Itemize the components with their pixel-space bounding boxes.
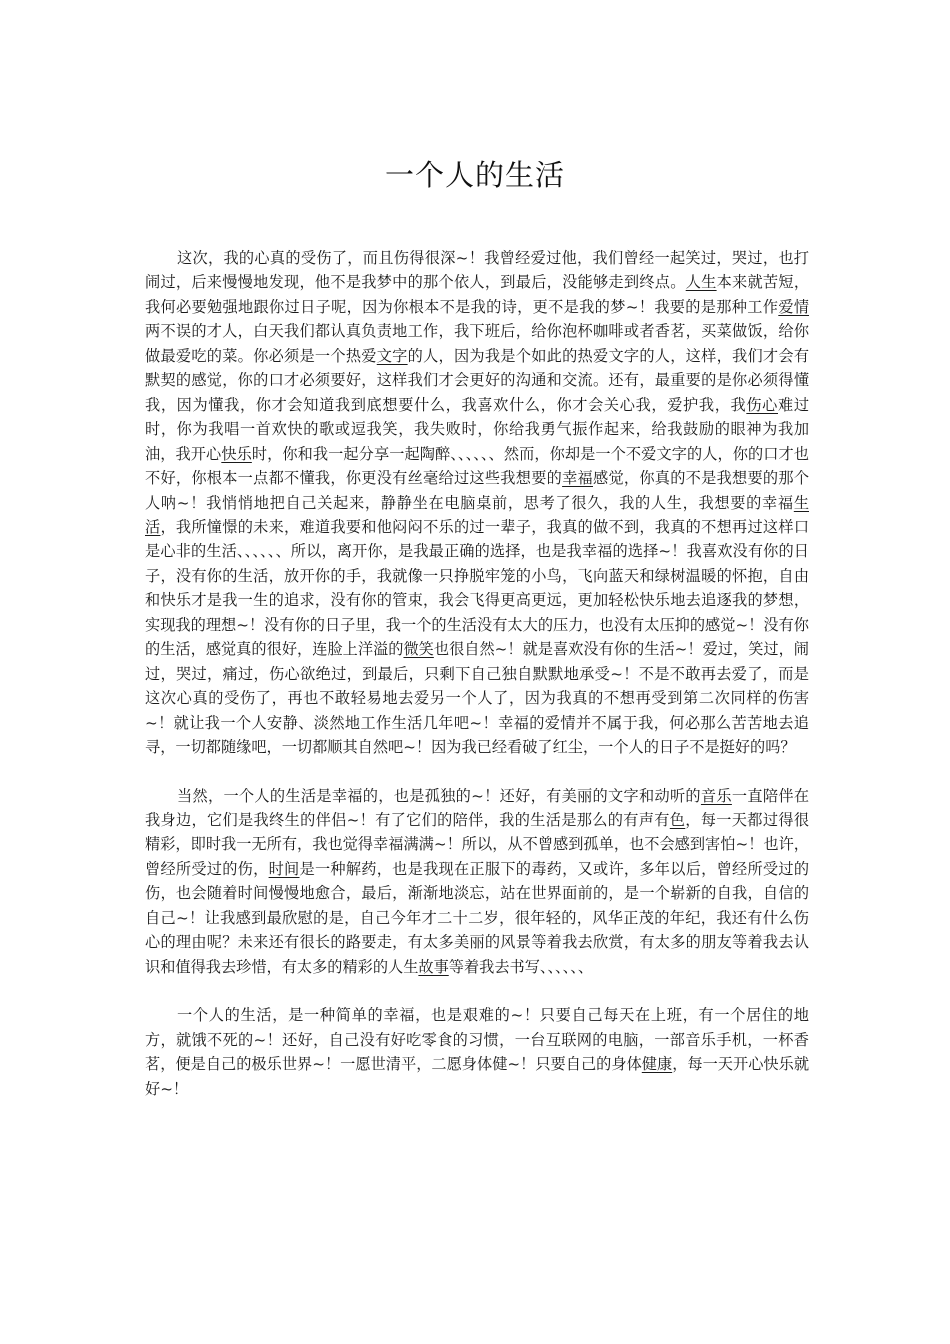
paragraph-text: 等着我去书写、、、、、、 [448,957,594,976]
keyword-link[interactable]: 生活 [145,493,809,536]
paragraph-text: 这次，我的心真的受伤了，而且伤得很深~！我曾经爱过他，我们曾经一起笑过，哭过，也打闹过，后来慢慢地发现，他不是我梦中的那个依人，到最后，没能够走到终点。 [145,249,809,292]
paragraph-text: 时，你和我一起分享一起陶醉、、、、、、然而，你却是一个不爱文字的人，你的口才也不好，你根本一点都不懂我，你更没有丝毫给过这些我想要的 [145,444,809,488]
paragraph-3 [145,1003,809,1101]
keyword-link[interactable]: 故事 [418,957,449,976]
paragraph-1 [145,246,809,760]
keyword-link[interactable]: 时间 [268,859,300,878]
keyword-link[interactable]: 音乐 [700,786,732,805]
paragraph-text: 的人，因为我是个如此的热爱文字的人，这样，我们才会有默契的感觉，你的口才必须要好，这样我们才会更好的沟通和交流。还有，最重要的是你必须得懂我，因为懂我，你才会知道我到底想要什么，我喜欢什么，你才会关心我，爱护我，我 [145,346,810,414]
document-body [145,246,809,1101]
keyword-link[interactable]: 微笑 [403,640,434,659]
keyword-link[interactable]: 幸福 [562,469,593,488]
keyword-link[interactable]: 人生 [685,273,717,292]
paragraph-text: ，每一天开心快乐就好~！ [145,1055,809,1098]
keyword-link[interactable]: 文字 [376,346,408,365]
paragraph-2 [145,784,809,980]
paragraph-text: 难过时，你为我唱一首欢快的歌或逗我笑，我失败时，你给我勇气振作起来，给我鼓励的眼神为我加油，我开心 [145,395,810,463]
paragraph-text: 是一种解药，也是我现在正服下的毒药，又或许，多年以后，曾经所受过的伤，也会随着时间慢慢地愈合，最后，渐渐地淡忘，站在世界面前的，是一个崭新的自我，自信的自己~！让我感到最欣慰的是，自己今年才二十二岁，很年轻的，风华正茂的年纪，我还有什么伤心的理由呢？未来还有很长的路要走，有太多美丽的风景等着我去欣赏，有太多的朋友等着我去认识和值得我去珍惜，有太多的精彩的人生 [145,859,810,976]
paragraph-text: 本来就苦短，我何必要勉强地跟你过日子呢，因为你根本不是我的诗，更不是我的梦~！我要的是那种工作 [145,273,810,316]
page-title: 一个人的生活 [384,158,565,192]
keyword-link[interactable]: 爱情 [778,297,810,316]
keyword-link[interactable]: 色 [669,810,686,829]
keyword-link[interactable]: 健康 [641,1055,673,1074]
paragraph-text: 一个人的生活，是一种简单的幸福，也是艰难的~！只要自己每天在上班，有一个居住的地方，就饿不死的~！还好，自己没有好吃零食的习惯，一台互联网的电脑，一部音乐手机，一杯香茗，便是自己的极乐世界~！一愿世清平，二愿身体健~！只要自己的身体 [145,1006,809,1074]
keyword-link[interactable]: 快乐 [221,444,252,463]
paragraph-text: ，我所憧憬的未来，难道我要和他闷闷不乐的过一辈子，我真的做不到，我真的不想再过这样口是心非的生活、、、、、、所以，离开你，是我最正确的选择，也是我幸福的选择~！我喜欢没有你的日子，没有你的生活，放开你的手，我就像一只挣脱牢笼的小鸟，飞向蓝天和绿树温暖的怀抱，自由和快乐才是我一生的追求，没有你的管束，我会飞得更高更远，更加轻松快乐地去追逐我的梦想，实现我的理想~！没有你的日子里，我一个的生活没有太大的压力，也没有太压抑的感觉~！没有你的生活，感觉真的很好，连脸上洋溢的 [145,517,810,659]
paragraph-text: ，每一天都过得很精彩，即时我一无所有，我也觉得幸福满满~！所以，从不曾感到孤单，也不会感到害怕~！也许，曾经所受过的伤， [145,810,810,878]
paragraph-text: 当然，一个人的生活是幸福的，也是孤独的~！还好，有美丽的文字和动听的 [177,786,701,805]
paragraph-text: 感觉，你真的不是我想要的那个人呐~！我悄悄地把自己关起来，静静坐在电脑桌前，思考了很久，我的人生，我想要的幸福 [145,469,810,512]
paragraph-text: 一直陪伴在我身边，它们是我终生的伴侣~！有了它们的陪伴，我的生活是那么的有声有 [145,786,810,829]
keyword-link[interactable]: 伤心 [746,395,778,414]
paragraph-text: 两不误的才人，白天我们都认真负责地工作，我下班后，给你泡杯咖啡或者香茗，买菜做饭，给你做最爱吃的菜。你必须是一个热爱 [145,322,809,365]
paragraph-text: 也很自然~！就是喜欢没有你的生活~！爱过，笑过，闹过，哭过，痛过，伤心欲绝过，到最后，只剩下自己独自默默地承受~！不是不敢再去爱了，而是这次心真的受伤了，再也不敢轻易地去爱另一个人了，因为我真的不想再受到第二次同样的伤害~！就让我一个人安静、淡然地工作生活几年吧~！幸福的爱情并不属于我，何必那么苦苦地去追寻，一切都随缘吧，一切都顺其自然吧~！因为我已经看破了红尘，一个人的日子不是挺好的吗？ [145,640,809,757]
